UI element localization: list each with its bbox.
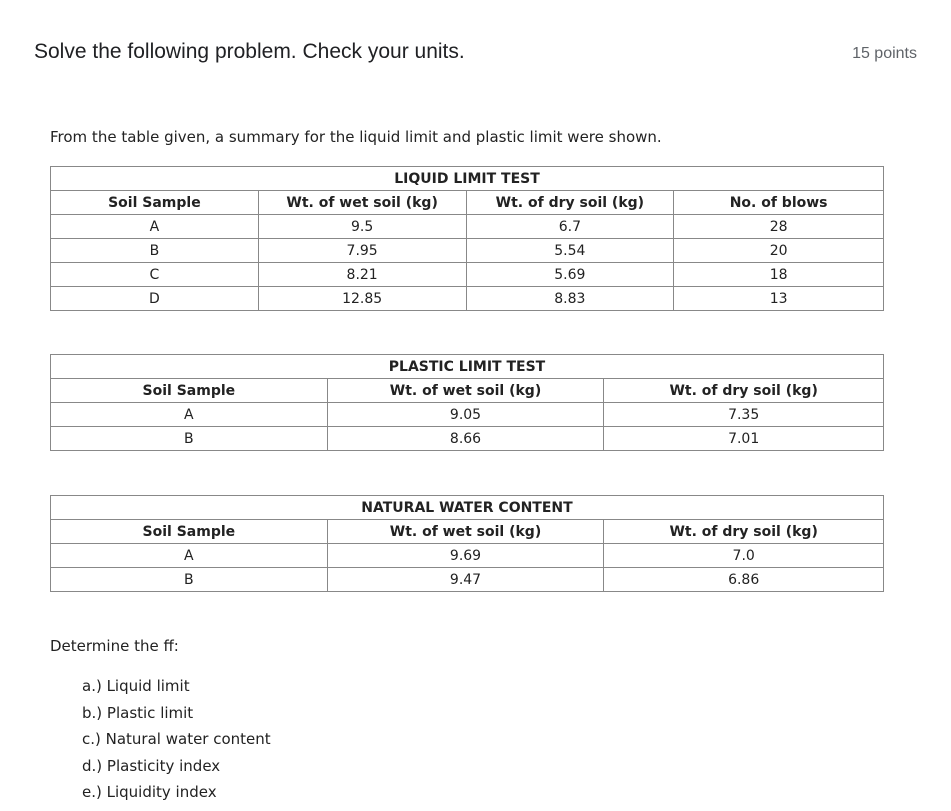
table-cell: 9.5 (258, 215, 466, 239)
column-header: Wt. of wet soil (kg) (327, 520, 604, 544)
table-cell: D (51, 287, 259, 311)
table-cell: B (51, 568, 328, 592)
table-cell: 8.21 (258, 263, 466, 287)
question-title: Solve the following problem. Check your units. (34, 40, 465, 63)
table-cell: 7.95 (258, 239, 466, 263)
table-cell: A (51, 215, 259, 239)
table-cell: B (51, 239, 259, 263)
table-cell: 6.7 (466, 215, 674, 239)
table-cell: 9.47 (327, 568, 604, 592)
determine-label: Determine the ff: (50, 637, 179, 655)
table-cell: C (51, 263, 259, 287)
table-cell: 7.01 (604, 427, 884, 451)
table-cell: 9.05 (327, 403, 604, 427)
list-item: c.) Natural water content (82, 730, 271, 748)
table-cell: 7.35 (604, 403, 884, 427)
table-cell: 18 (674, 263, 884, 287)
table-cell: 8.66 (327, 427, 604, 451)
table-cell: 5.54 (466, 239, 674, 263)
table-row (51, 427, 884, 451)
table-cell: 7.0 (604, 544, 884, 568)
task-list (82, 676, 271, 809)
table-cell: A (51, 403, 328, 427)
list-item: b.) Plastic limit (82, 703, 194, 722)
column-header: Wt. of wet soil (kg) (258, 191, 466, 215)
list-item: a.) Liquid limit (82, 677, 190, 695)
table-row (51, 263, 884, 287)
points-label: 15 points (852, 45, 917, 62)
column-header: Soil Sample (51, 520, 328, 544)
table-cell: 5.69 (466, 263, 674, 287)
table-cell: A (51, 544, 328, 568)
table-title: NATURAL WATER CONTENT (51, 496, 884, 520)
table-cell: 9.69 (327, 544, 604, 568)
table-row (51, 568, 884, 592)
plastic-limit-table (50, 354, 884, 451)
table-row (51, 403, 884, 427)
table-cell: 28 (674, 215, 884, 239)
table-row (51, 287, 884, 311)
intro-text: From the table given, a summary for the liquid limit and plastic limit were shown. (50, 128, 662, 146)
column-header: Soil Sample (51, 191, 259, 215)
list-item: d.) Plasticity index (82, 756, 221, 775)
column-header: No. of blows (674, 191, 884, 215)
table-cell: 8.83 (466, 287, 674, 311)
table-row (51, 215, 884, 239)
column-header: Wt. of wet soil (kg) (327, 379, 604, 403)
column-header: Wt. of dry soil (kg) (466, 191, 674, 215)
table-cell: 20 (674, 239, 884, 263)
table-cell: 6.86 (604, 568, 884, 592)
table-row (51, 544, 884, 568)
table-title: PLASTIC LIMIT TEST (51, 355, 884, 379)
table-title: LIQUID LIMIT TEST (51, 167, 884, 191)
natural-water-table (50, 495, 884, 592)
column-header: Soil Sample (51, 379, 328, 403)
column-header: Wt. of dry soil (kg) (604, 379, 884, 403)
column-header: Wt. of dry soil (kg) (604, 520, 884, 544)
table-cell: 12.85 (258, 287, 466, 311)
table-cell: 13 (674, 287, 884, 311)
list-item: e.) Liquidity index (82, 783, 217, 801)
liquid-limit-table (50, 166, 884, 311)
table-cell: B (51, 427, 328, 451)
table-row (51, 239, 884, 263)
